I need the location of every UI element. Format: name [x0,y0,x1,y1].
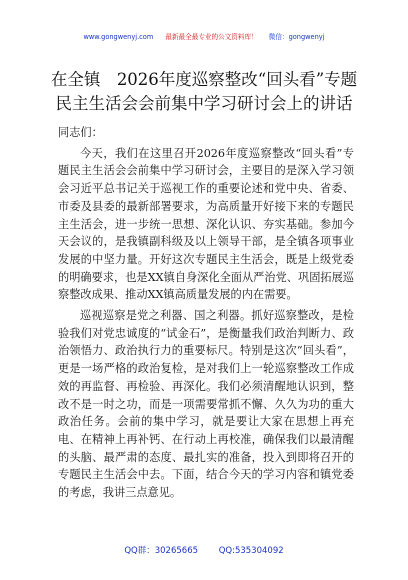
qq-group-text: QQ群：30265665 [124,546,199,556]
document-title-line2: 民主生活会会前集中学习研讨会上的讲话 [55,94,353,113]
qq-text: QQ:535304092 [218,546,284,556]
promo-text: 最新最全最专业的公文资料库！ [165,33,258,41]
footer-contacts [0,545,408,557]
site-link[interactable]: www.gongwenyj.com [83,33,154,41]
header-bar [0,30,408,44]
paragraph-1: 今天，我们在这里召开2026年度巡察整改“回头看”专题民主生活会会前集中学习研讨会，主要目的是深入学习领会习近平总书记关于巡视工作的重要论述和党中央、省委、市委及县委的最新部署要求，为高质量开好接下来的专题民主生活会，进一步统一思想、深化认识、夯实基础。参加今天会议的，是我镇副科级及以上领导干部，是全镇各项事业发展的中坚力量。开好这次专题民主生活会，既是上级党委的明确要求，也是XX镇自身深化全面从严治党、巩固拓展巡察整改成果、推动XX镇高质量发展的内在需要。 [58,146,354,302]
salutation: 同志们： [58,126,103,139]
paragraph-2: 巡视巡察是党之利器、国之利器。抓好巡察整改，是检验我们对党忠诚度的“试金石”，是衡量我们政治判断力、政治领悟力、政治执行力的重要标尺。特别是这次“回头看”，更是一场严格的政治复检，是对我们上一轮巡察整改工作成效的再监督、再检验、再深化。我们必须清醒地认识到，整改不是一时之功，而是一项需要常抓不懈、久久为功的重大政治任务。会前的集中学习，就是要让大家在思想上再充电、在精神上再补钙、在行动上再校准，确保我们以最清醒的头脑、最严肃的态度、最扎实的准备，投入到即将召开的专题民主生活会中去。下面，结合今天的学习内容和镇党委的考虑，我讲三点意见。 [58,309,354,500]
document-body [58,124,354,502]
wechat-link[interactable]: 微信：gongwenyj [268,33,325,41]
document-title-line1: 在全镇 2026年度巡察整改“回头看”专题 [50,70,358,89]
